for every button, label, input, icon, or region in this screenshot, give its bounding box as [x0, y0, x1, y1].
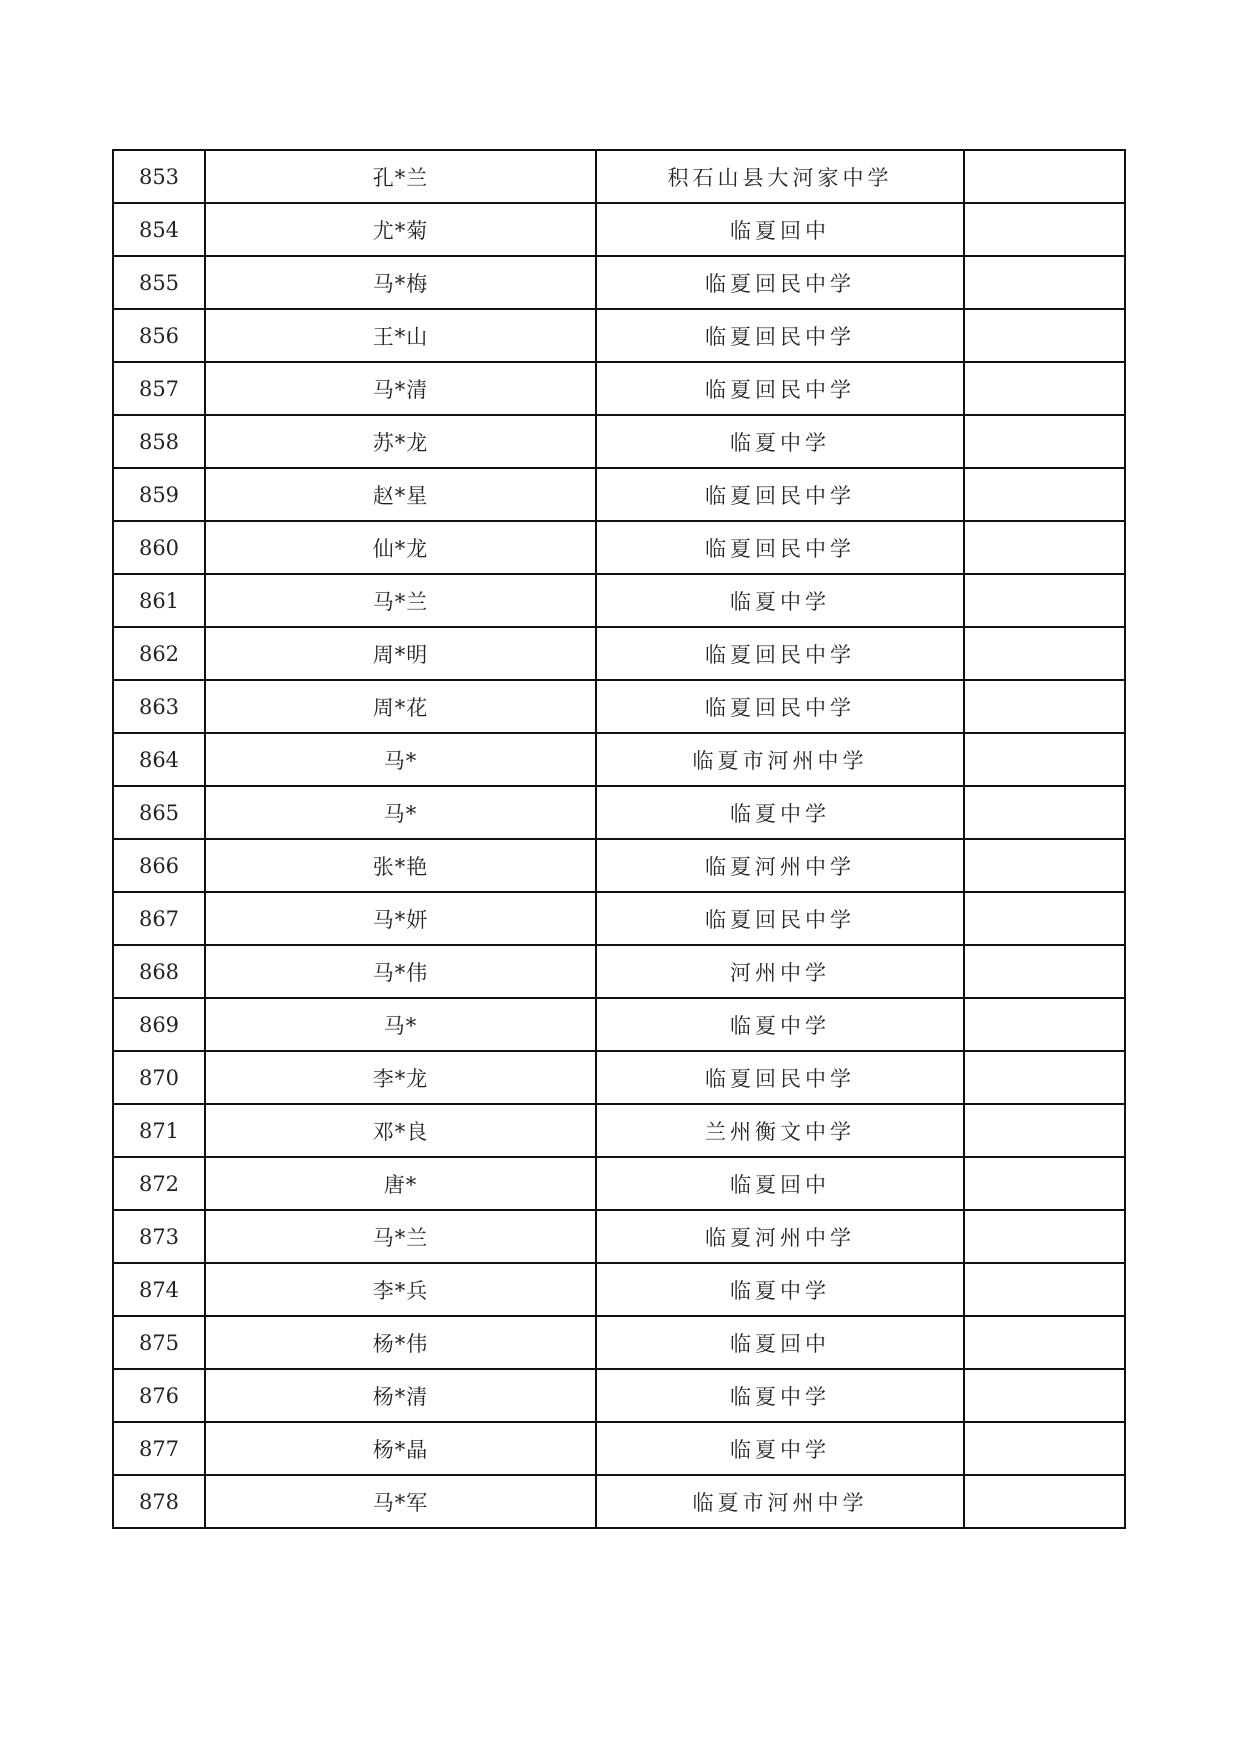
- school-name-cell: 积石山县大河家中学: [596, 150, 964, 203]
- row-number-cell: 876: [113, 1369, 205, 1422]
- school-name-cell: 临夏回民中学: [596, 468, 964, 521]
- note-cell: [964, 1369, 1125, 1422]
- student-name-cell: 周*明: [205, 627, 596, 680]
- note-cell: [964, 945, 1125, 998]
- note-cell: [964, 733, 1125, 786]
- school-name-cell: 临夏回民中学: [596, 892, 964, 945]
- note-cell: [964, 415, 1125, 468]
- school-name-cell: 临夏回民中学: [596, 1051, 964, 1104]
- row-number-cell: 858: [113, 415, 205, 468]
- student-name-cell: 李*兵: [205, 1263, 596, 1316]
- note-cell: [964, 574, 1125, 627]
- note-cell: [964, 309, 1125, 362]
- note-cell: [964, 521, 1125, 574]
- table-row: [113, 1051, 1125, 1104]
- school-name-cell: 临夏中学: [596, 1422, 964, 1475]
- school-name-cell: 临夏中学: [596, 998, 964, 1051]
- school-name-cell: 临夏中学: [596, 415, 964, 468]
- student-name-cell: 王*山: [205, 309, 596, 362]
- student-name-cell: 周*花: [205, 680, 596, 733]
- note-cell: [964, 468, 1125, 521]
- table-row: [113, 892, 1125, 945]
- student-name-cell: 马*: [205, 786, 596, 839]
- row-number-cell: 860: [113, 521, 205, 574]
- student-name-cell: 马*伟: [205, 945, 596, 998]
- note-cell: [964, 1422, 1125, 1475]
- student-name-cell: 李*龙: [205, 1051, 596, 1104]
- school-name-cell: 临夏中学: [596, 1369, 964, 1422]
- row-number-cell: 861: [113, 574, 205, 627]
- school-name-cell: 临夏回民中学: [596, 362, 964, 415]
- row-number-cell: 853: [113, 150, 205, 203]
- note-cell: [964, 1263, 1125, 1316]
- school-name-cell: 临夏回中: [596, 1316, 964, 1369]
- note-cell: [964, 1157, 1125, 1210]
- note-cell: [964, 839, 1125, 892]
- student-name-cell: 孔*兰: [205, 150, 596, 203]
- school-name-cell: 临夏市河州中学: [596, 1475, 964, 1528]
- note-cell: [964, 1210, 1125, 1263]
- school-name-cell: 临夏回民中学: [596, 680, 964, 733]
- table-row: [113, 627, 1125, 680]
- row-number-cell: 875: [113, 1316, 205, 1369]
- student-name-cell: 杨*清: [205, 1369, 596, 1422]
- row-number-cell: 856: [113, 309, 205, 362]
- table-row: [113, 203, 1125, 256]
- table-row: [113, 574, 1125, 627]
- row-number-cell: 868: [113, 945, 205, 998]
- row-number-cell: 872: [113, 1157, 205, 1210]
- note-cell: [964, 892, 1125, 945]
- school-name-cell: 兰州衡文中学: [596, 1104, 964, 1157]
- student-name-cell: 马*清: [205, 362, 596, 415]
- student-roster-table: [112, 149, 1126, 1529]
- student-name-cell: 仙*龙: [205, 521, 596, 574]
- row-number-cell: 866: [113, 839, 205, 892]
- student-name-cell: 马*: [205, 733, 596, 786]
- roster-table-body: [113, 150, 1125, 1528]
- student-name-cell: 邓*良: [205, 1104, 596, 1157]
- table-row: [113, 415, 1125, 468]
- table-row: [113, 521, 1125, 574]
- school-name-cell: 临夏回中: [596, 203, 964, 256]
- note-cell: [964, 998, 1125, 1051]
- student-name-cell: 马*军: [205, 1475, 596, 1528]
- student-name-cell: 唐*: [205, 1157, 596, 1210]
- student-name-cell: 杨*晶: [205, 1422, 596, 1475]
- table-row: [113, 1263, 1125, 1316]
- row-number-cell: 867: [113, 892, 205, 945]
- table-row: [113, 150, 1125, 203]
- note-cell: [964, 203, 1125, 256]
- school-name-cell: 临夏中学: [596, 574, 964, 627]
- table-row: [113, 998, 1125, 1051]
- school-name-cell: 河州中学: [596, 945, 964, 998]
- table-row: [113, 733, 1125, 786]
- table-row: [113, 839, 1125, 892]
- table-row: [113, 1316, 1125, 1369]
- note-cell: [964, 1316, 1125, 1369]
- note-cell: [964, 1051, 1125, 1104]
- student-name-cell: 赵*星: [205, 468, 596, 521]
- student-name-cell: 马*兰: [205, 574, 596, 627]
- school-name-cell: 临夏中学: [596, 786, 964, 839]
- school-name-cell: 临夏市河州中学: [596, 733, 964, 786]
- row-number-cell: 864: [113, 733, 205, 786]
- table-row: [113, 1369, 1125, 1422]
- table-row: [113, 1422, 1125, 1475]
- table-row: [113, 256, 1125, 309]
- note-cell: [964, 627, 1125, 680]
- row-number-cell: 862: [113, 627, 205, 680]
- table-row: [113, 309, 1125, 362]
- row-number-cell: 869: [113, 998, 205, 1051]
- table-row: [113, 786, 1125, 839]
- row-number-cell: 877: [113, 1422, 205, 1475]
- note-cell: [964, 362, 1125, 415]
- student-name-cell: 马*兰: [205, 1210, 596, 1263]
- table-row: [113, 680, 1125, 733]
- table-row: [113, 1104, 1125, 1157]
- note-cell: [964, 680, 1125, 733]
- table-row: [113, 1210, 1125, 1263]
- school-name-cell: 临夏回民中学: [596, 627, 964, 680]
- student-name-cell: 张*艳: [205, 839, 596, 892]
- table-row: [113, 945, 1125, 998]
- student-name-cell: 马*: [205, 998, 596, 1051]
- table-row: [113, 362, 1125, 415]
- row-number-cell: 863: [113, 680, 205, 733]
- row-number-cell: 857: [113, 362, 205, 415]
- student-name-cell: 杨*伟: [205, 1316, 596, 1369]
- row-number-cell: 873: [113, 1210, 205, 1263]
- note-cell: [964, 150, 1125, 203]
- note-cell: [964, 1475, 1125, 1528]
- note-cell: [964, 256, 1125, 309]
- note-cell: [964, 786, 1125, 839]
- table-row: [113, 1475, 1125, 1528]
- row-number-cell: 854: [113, 203, 205, 256]
- student-name-cell: 马*梅: [205, 256, 596, 309]
- student-name-cell: 苏*龙: [205, 415, 596, 468]
- row-number-cell: 874: [113, 1263, 205, 1316]
- row-number-cell: 865: [113, 786, 205, 839]
- table-row: [113, 1157, 1125, 1210]
- student-name-cell: 马*妍: [205, 892, 596, 945]
- row-number-cell: 870: [113, 1051, 205, 1104]
- school-name-cell: 临夏河州中学: [596, 839, 964, 892]
- school-name-cell: 临夏中学: [596, 1263, 964, 1316]
- school-name-cell: 临夏回民中学: [596, 256, 964, 309]
- school-name-cell: 临夏回中: [596, 1157, 964, 1210]
- school-name-cell: 临夏河州中学: [596, 1210, 964, 1263]
- table-row: [113, 468, 1125, 521]
- row-number-cell: 871: [113, 1104, 205, 1157]
- school-name-cell: 临夏回民中学: [596, 521, 964, 574]
- note-cell: [964, 1104, 1125, 1157]
- row-number-cell: 878: [113, 1475, 205, 1528]
- row-number-cell: 859: [113, 468, 205, 521]
- school-name-cell: 临夏回民中学: [596, 309, 964, 362]
- row-number-cell: 855: [113, 256, 205, 309]
- student-name-cell: 尤*菊: [205, 203, 596, 256]
